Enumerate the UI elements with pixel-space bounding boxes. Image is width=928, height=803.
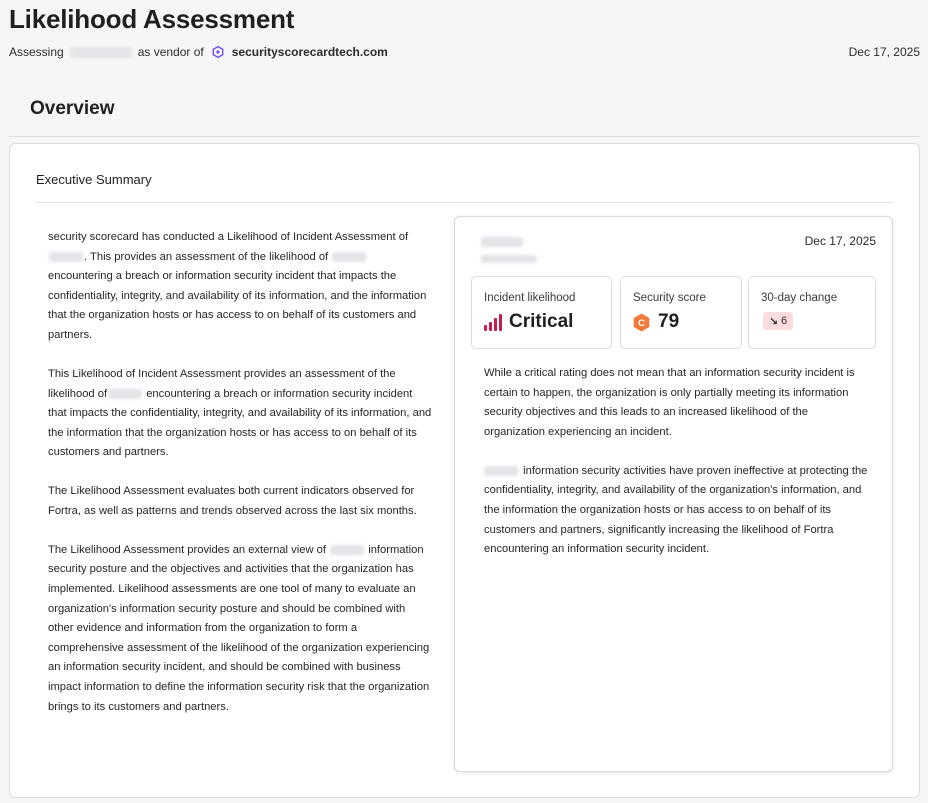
executive-summary-text bbox=[48, 228, 432, 737]
overview-divider bbox=[9, 136, 920, 137]
likelihood-summary-card bbox=[454, 216, 893, 772]
redacted-company-name bbox=[332, 252, 366, 262]
redacted-company-name bbox=[330, 545, 364, 555]
incident-likelihood-tile bbox=[471, 276, 612, 349]
assessing-label: Assessing bbox=[9, 45, 64, 59]
explanation-paragraph-1: While a critical rating does not mean that an information security incident is certain to happen, the organization is only partially meeting its information security objectives and this leads to an increased likelihood of the organization experiencing an incident. bbox=[484, 367, 855, 438]
p4-text-b: information security posture and the objectives and activities that the organization has implemented. Likelihood assessments are one tool of many to evaluate an organization's information security posture and should be combined with other evidence and information from the organization to form a comprehensive assessment of the likelihood of the organization experiencing an information security incident, and should be combined with business impact information to define the information security risk that the organization brings to its customers and partners. bbox=[48, 543, 430, 713]
change-pill bbox=[763, 312, 793, 330]
explanation-paragraph-2 bbox=[484, 462, 869, 560]
summary-paragraph-4 bbox=[48, 541, 432, 717]
section-divider bbox=[36, 202, 893, 203]
grade-letter: C bbox=[638, 317, 645, 329]
p1-text-b: . This provides an assessment of the likelihood of bbox=[84, 250, 329, 263]
redacted-company-name bbox=[49, 252, 83, 262]
p1-text-c: encountering a breach or information security incident that impacts the confidentiality, integrity, and availability of its information, and the information that the organization hosts or has access to on behalf of its customers and partners. bbox=[48, 270, 427, 341]
change-value: 6 bbox=[781, 315, 788, 327]
summary-paragraph-1 bbox=[48, 228, 432, 346]
page-title: Likelihood Assessment bbox=[9, 4, 295, 34]
arrow-down-right-icon: ↘ bbox=[768, 315, 779, 328]
grade-badge-icon bbox=[633, 313, 650, 332]
redacted-org-name bbox=[481, 237, 523, 247]
p2-text-b: encountering a breach or information security incident that impacts the confidentiality, integrity, and availability of its information, and the information that the organization hosts or has access to on behalf of its customers and partners. bbox=[48, 387, 432, 459]
security-score-label: Security score bbox=[633, 292, 706, 304]
vendor-domain-link[interactable]: securityscorecardtech.com bbox=[231, 45, 388, 59]
overview-heading: Overview bbox=[30, 98, 115, 119]
security-score-tile bbox=[620, 276, 742, 349]
executive-summary-card bbox=[9, 143, 920, 798]
assessment-subheader bbox=[9, 45, 920, 59]
incident-likelihood-value: Critical bbox=[509, 311, 574, 332]
redacted-org-domain bbox=[481, 255, 537, 263]
summary-paragraph-3: The Likelihood Assessment evaluates both current indicators observed for Fortra, as well as patterns and trends observed across the last six months. bbox=[48, 485, 417, 517]
thirty-day-change-label: 30-day change bbox=[761, 292, 838, 304]
incident-likelihood-label: Incident likelihood bbox=[484, 292, 576, 304]
p1-text-a: security scorecard has conducted a Likelihood of Incident Assessment of bbox=[48, 231, 409, 243]
signal-bars-icon bbox=[484, 314, 502, 331]
summary-date: Dec 17, 2025 bbox=[804, 234, 876, 248]
thirty-day-change-tile bbox=[748, 276, 876, 349]
p4-text-a: The Likelihood Assessment provides an external view of bbox=[48, 543, 326, 556]
redacted-company-name bbox=[70, 47, 132, 58]
p2-text-a: This Likelihood of Incident Assessment provides an assessment of the likelihood of bbox=[48, 367, 396, 400]
likelihood-explanation bbox=[484, 364, 869, 579]
summary-paragraph-2 bbox=[48, 365, 432, 463]
assessment-date: Dec 17, 2025 bbox=[848, 45, 920, 59]
redacted-company-name bbox=[484, 466, 518, 476]
security-score-value: 79 bbox=[658, 311, 680, 332]
explanation-p2-text: information security activities have proven ineffective at protecting the confidentiality, integrity, and availability of the organization's information, and the information the organization hosts or has access to on behalf of its customers and partners, significantly increasing the likelihood of Fortra encountering an information security incident. bbox=[484, 464, 868, 556]
executive-summary-heading: Executive Summary bbox=[36, 172, 152, 187]
hexagon-logo-icon bbox=[212, 46, 224, 58]
redacted-company-name bbox=[108, 389, 142, 399]
vendor-of-label: as vendor of bbox=[137, 45, 204, 59]
